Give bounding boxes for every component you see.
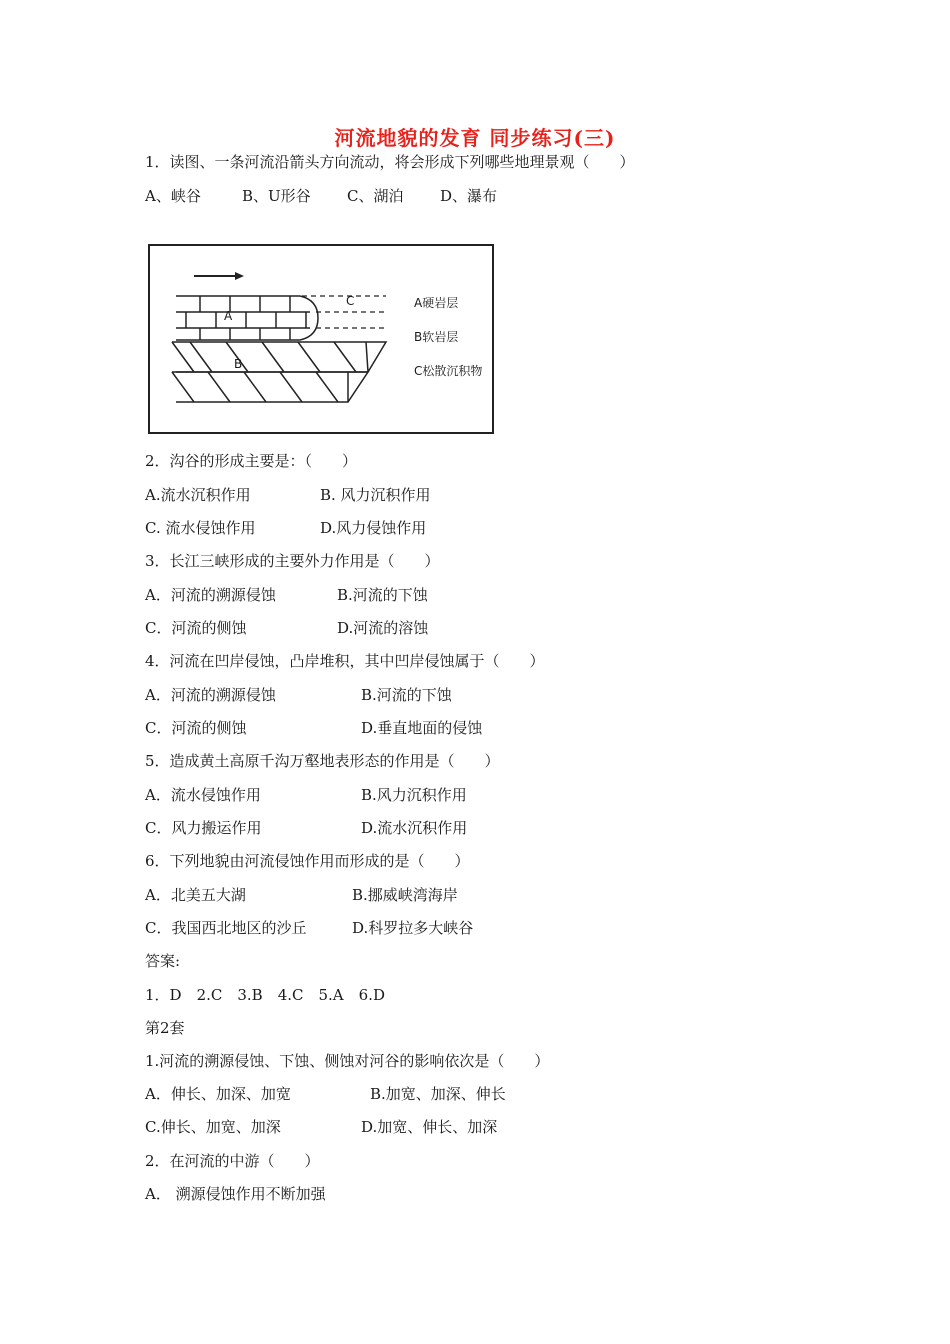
set2-q1-option-d: D.加宽、伸长、加深 [361,1118,498,1136]
q1-option-d: D、瀑布 [440,187,498,205]
q1-option-c: C、湖泊 [347,187,404,205]
q6-option-d: D.科罗拉多大峡谷 [352,919,474,937]
label-c: C [346,294,355,308]
question-2-stem: 2．沟谷的形成主要是：（ ） [145,452,358,470]
q3-option-a: A．河流的溯源侵蚀 [145,586,276,604]
q4-option-b: B.河流的下蚀 [361,686,452,704]
soft-rock-layer [172,342,386,402]
legend-soft-rock: B软岩层 [414,330,459,344]
q5-option-d: D.流水沉积作用 [361,819,468,837]
q5-option-c: C．风力搬运作用 [145,819,262,837]
q1-option-b: B、U形谷 [242,187,311,205]
set2-question-1-stem: 1.河流的溯源侵蚀、下蚀、侧蚀对河谷的影响依次是（ ） [145,1052,550,1070]
answers-heading: 答案: [145,952,181,970]
set2-q2-option-a: A． 溯源侵蚀作用不断加强 [145,1185,326,1203]
q6-option-b: B.挪威峡湾海岸 [352,886,458,904]
label-b: B [234,357,243,371]
river-strata-figure [148,244,494,434]
answers-text: 1．D 2.C 3.B 4.C 5.A 6.D [145,986,385,1004]
q6-option-c: C．我国西北地区的沙丘 [145,919,307,937]
q2-option-b: B. 风力沉积作用 [320,486,431,504]
label-a: A [224,309,233,323]
set2-question-2-stem: 2．在河流的中游（ ） [145,1152,320,1170]
q3-option-c: C．河流的侧蚀 [145,619,247,637]
legend-hard-rock: A硬岩层 [414,296,459,310]
set2-q1-option-b: B.加宽、加深、伸长 [370,1085,506,1103]
set2-heading: 第2套 [145,1019,185,1037]
q2-option-c: C. 流水侵蚀作用 [145,519,256,537]
q3-option-b: B.河流的下蚀 [337,586,428,604]
q4-option-a: A．河流的溯源侵蚀 [145,686,276,704]
question-4-stem: 4．河流在凹岸侵蚀，凸岸堆积，其中凹岸侵蚀属于（ ） [145,652,545,670]
question-5-stem: 5．造成黄土高原千沟万壑地表形态的作用是（ ） [145,752,500,770]
hard-rock-layer [176,296,318,340]
q6-option-a: A．北美五大湖 [145,886,246,904]
loose-sediment-layer [302,296,386,328]
q5-option-a: A．流水侵蚀作用 [145,786,261,804]
question-6-stem: 6．下列地貌由河流侵蚀作用而形成的是（ ） [145,852,470,870]
q4-option-c: C．河流的侧蚀 [145,719,247,737]
set2-q1-option-c: C.伸长、加宽、加深 [145,1118,281,1136]
question-1-stem: 1．读图、一条河流沿箭头方向流动，将会形成下列哪些地理景观（ ） [145,153,635,171]
set2-q1-option-a: A．伸长、加深、加宽 [145,1085,291,1103]
question-3-stem: 3．长江三峡形成的主要外力作用是（ ） [145,552,440,570]
q1-option-a: A、峡谷 [145,187,201,205]
page-title: 河流地貌的发育 同步练习(三) [334,126,616,150]
q2-option-d: D.风力侵蚀作用 [320,519,427,537]
q4-option-d: D.垂直地面的侵蚀 [361,719,483,737]
legend-loose-sediment: C松散沉积物 [414,364,483,378]
q5-option-b: B.风力沉积作用 [361,786,467,804]
q2-option-a: A.流水沉积作用 [145,486,251,504]
flow-arrow-icon [194,272,244,280]
q3-option-d: D.河流的溶蚀 [337,619,429,637]
